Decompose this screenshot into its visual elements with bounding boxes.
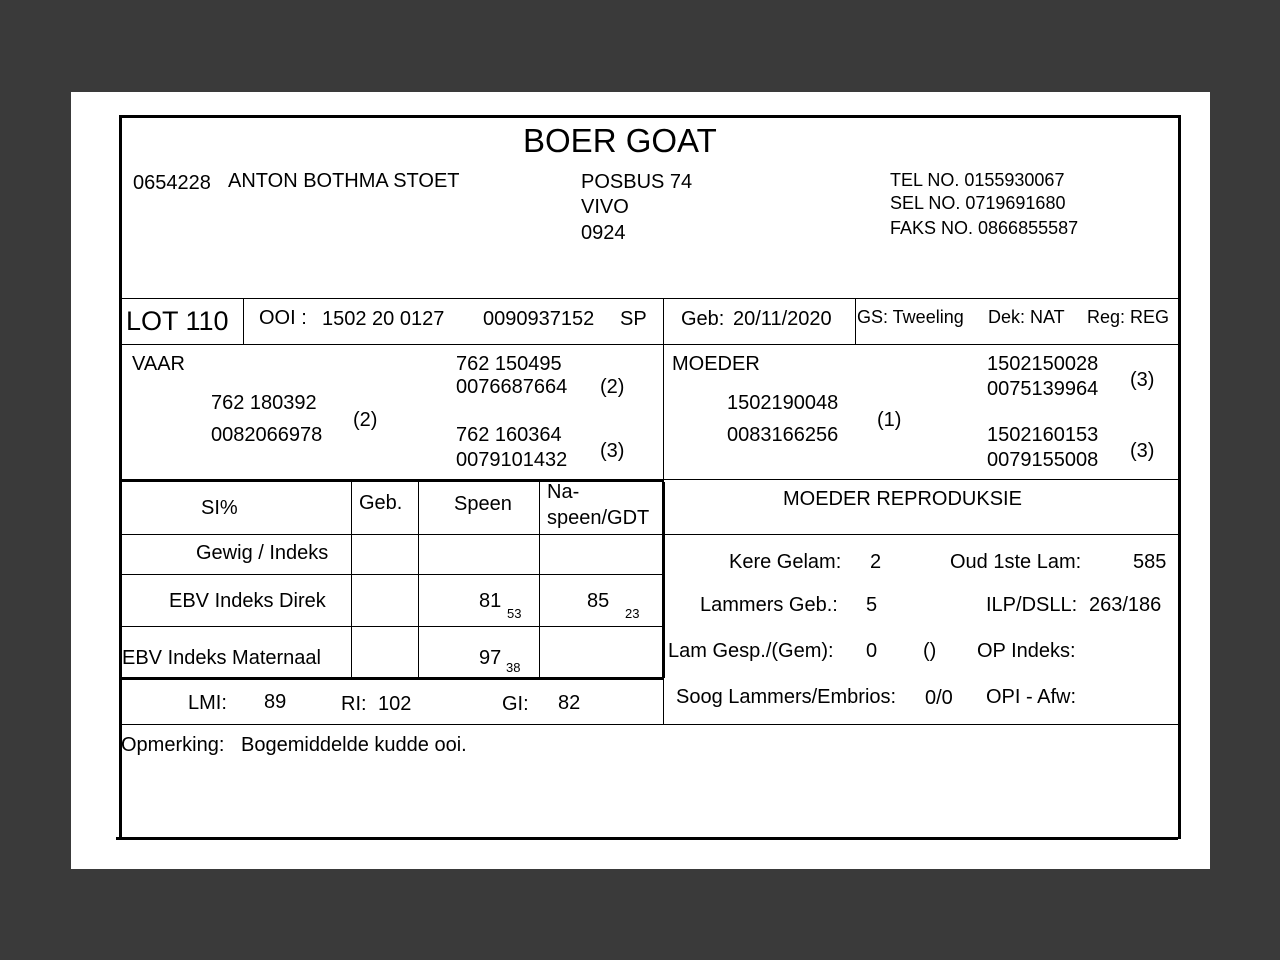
vaar-label: VAAR <box>132 353 185 375</box>
divider-geb-gs <box>855 298 856 344</box>
moeder-sire-mark: (3) <box>1130 369 1155 391</box>
direk-naspeen-sub: 23 <box>625 606 640 621</box>
gs-value: GS: Tweeling <box>857 307 964 327</box>
divider-lot-bottom <box>119 344 1179 345</box>
reg-value: Reg: REG <box>1087 307 1170 327</box>
soog-value: 0/0 <box>925 687 953 709</box>
vaar-sire-mark: (2) <box>600 376 625 398</box>
sel-number: SEL NO. 0719691680 <box>890 193 1066 213</box>
vaar-dam-number: 0079101432 <box>456 449 568 471</box>
ilp-value: 263/186 <box>1089 594 1162 616</box>
breeder-name: ANTON BOTHMA STOET <box>228 170 460 192</box>
moeder-label: MOEDER <box>672 353 760 375</box>
opmerking-label: Opmerking: <box>121 734 225 756</box>
gi-value: 82 <box>558 692 581 714</box>
ooi-id: 1502 20 0127 <box>322 308 445 330</box>
oud-label: Oud 1ste Lam: <box>950 551 1082 573</box>
vaar-number: 0082066978 <box>211 424 323 446</box>
gesp-label: Lam Gesp./(Gem): <box>668 640 834 662</box>
address-line-2: VIVO <box>581 196 629 218</box>
address-line-1: POSBUS 74 <box>581 171 693 193</box>
op-label: OP Indeks: <box>977 640 1076 662</box>
dek-value: Dek: NAT <box>988 307 1065 327</box>
divider-remarks <box>119 724 1179 725</box>
lmi-label: LMI: <box>188 692 227 714</box>
divider-si-bottom <box>119 677 664 680</box>
animal-card <box>119 115 1181 840</box>
gesp-paren: () <box>923 640 937 662</box>
faks-number: FAKS NO. 0866855587 <box>890 218 1079 238</box>
row-label-maternaal: EBV Indeks Maternaal <box>122 647 321 669</box>
soog-label: Soog Lammers/Embrios: <box>676 686 897 708</box>
reproduksie-title: MOEDER REPRODUKSIE <box>783 488 1022 510</box>
ooi-number: 0090937152 <box>483 308 595 330</box>
lammers-value: 5 <box>866 594 878 616</box>
divider-lot-top <box>119 298 1179 299</box>
divider-speen-naspeen <box>539 482 540 678</box>
vaar-dam-id: 762 160364 <box>456 424 562 446</box>
naspeen-header-line2: speen/GDT <box>547 507 650 529</box>
vaar-id: 762 180392 <box>211 392 317 414</box>
vaar-mark: (2) <box>353 409 378 431</box>
divider-si-row2 <box>119 626 664 627</box>
geb-date: 20/11/2020 <box>733 308 832 330</box>
speen-header: Speen <box>454 493 512 515</box>
moeder-dam-id: 1502160153 <box>987 424 1099 446</box>
ri-value: 102 <box>378 693 412 715</box>
divider-si-row1 <box>119 574 664 575</box>
si-header: SI% <box>201 497 238 519</box>
moeder-dam-number: 0079155008 <box>987 449 1099 471</box>
oud-value: 585 <box>1133 551 1167 573</box>
ooi-label: OOI : <box>259 307 307 329</box>
geb-label: Geb: <box>681 308 725 330</box>
kere-label: Kere Gelam: <box>729 551 842 573</box>
divider-si-right <box>662 482 665 678</box>
lammers-label: Lammers Geb.: <box>700 594 838 616</box>
gesp-value: 0 <box>866 640 878 662</box>
direk-speen-value: 81 <box>479 590 502 612</box>
moeder-id: 1502190048 <box>727 392 839 414</box>
maternaal-speen-value: 97 <box>479 647 502 669</box>
ooi-code: SP <box>620 308 647 330</box>
border-left <box>119 115 122 839</box>
kere-value: 2 <box>870 551 882 573</box>
vaar-sire-number: 0076687664 <box>456 376 568 398</box>
direk-speen-sub: 53 <box>507 606 522 621</box>
row-label-direk: EBV Indeks Direk <box>169 590 326 612</box>
divider-lot-ooi <box>243 298 244 344</box>
lot-number: LOT 110 <box>126 306 229 336</box>
breeder-number: 0654228 <box>133 172 211 194</box>
maternaal-speen-sub: 38 <box>506 660 521 675</box>
opmerking-text: Bogemiddelde kudde ooi. <box>241 734 467 756</box>
border-top <box>119 115 1181 118</box>
moeder-mark: (1) <box>877 409 902 431</box>
divider-si-geb <box>351 482 352 678</box>
vaar-sire-id: 762 150495 <box>456 353 562 375</box>
divider-pedigree-bottom-left <box>119 479 664 482</box>
card-title: BOER GOAT <box>523 122 717 159</box>
ilp-label: ILP/DSLL: <box>986 594 1078 616</box>
lmi-value: 89 <box>264 691 287 713</box>
naspeen-header-line1: Na- <box>547 481 580 503</box>
divider-geb-speen <box>418 482 419 678</box>
row-label-gewig: Gewig / Indeks <box>196 542 329 564</box>
divider-si-header <box>119 534 664 535</box>
divider-repro-header <box>664 534 1179 535</box>
address-line-3: 0924 <box>581 222 626 244</box>
moeder-number: 0083166256 <box>727 424 839 446</box>
gi-label: GI: <box>502 693 529 715</box>
vaar-dam-mark: (3) <box>600 440 625 462</box>
divider-pedigree-bottom-right <box>664 479 1179 480</box>
moeder-sire-number: 0075139964 <box>987 378 1099 400</box>
moeder-dam-mark: (3) <box>1130 440 1155 462</box>
moeder-sire-id: 1502150028 <box>987 353 1099 375</box>
border-bottom <box>116 837 1178 840</box>
opi-label: OPI - Afw: <box>986 686 1077 708</box>
direk-naspeen-value: 85 <box>587 590 610 612</box>
border-right <box>1178 115 1181 839</box>
tel-number: TEL NO. 0155930067 <box>890 170 1065 190</box>
ri-label: RI: <box>341 693 367 715</box>
geb-header: Geb. <box>359 492 403 514</box>
